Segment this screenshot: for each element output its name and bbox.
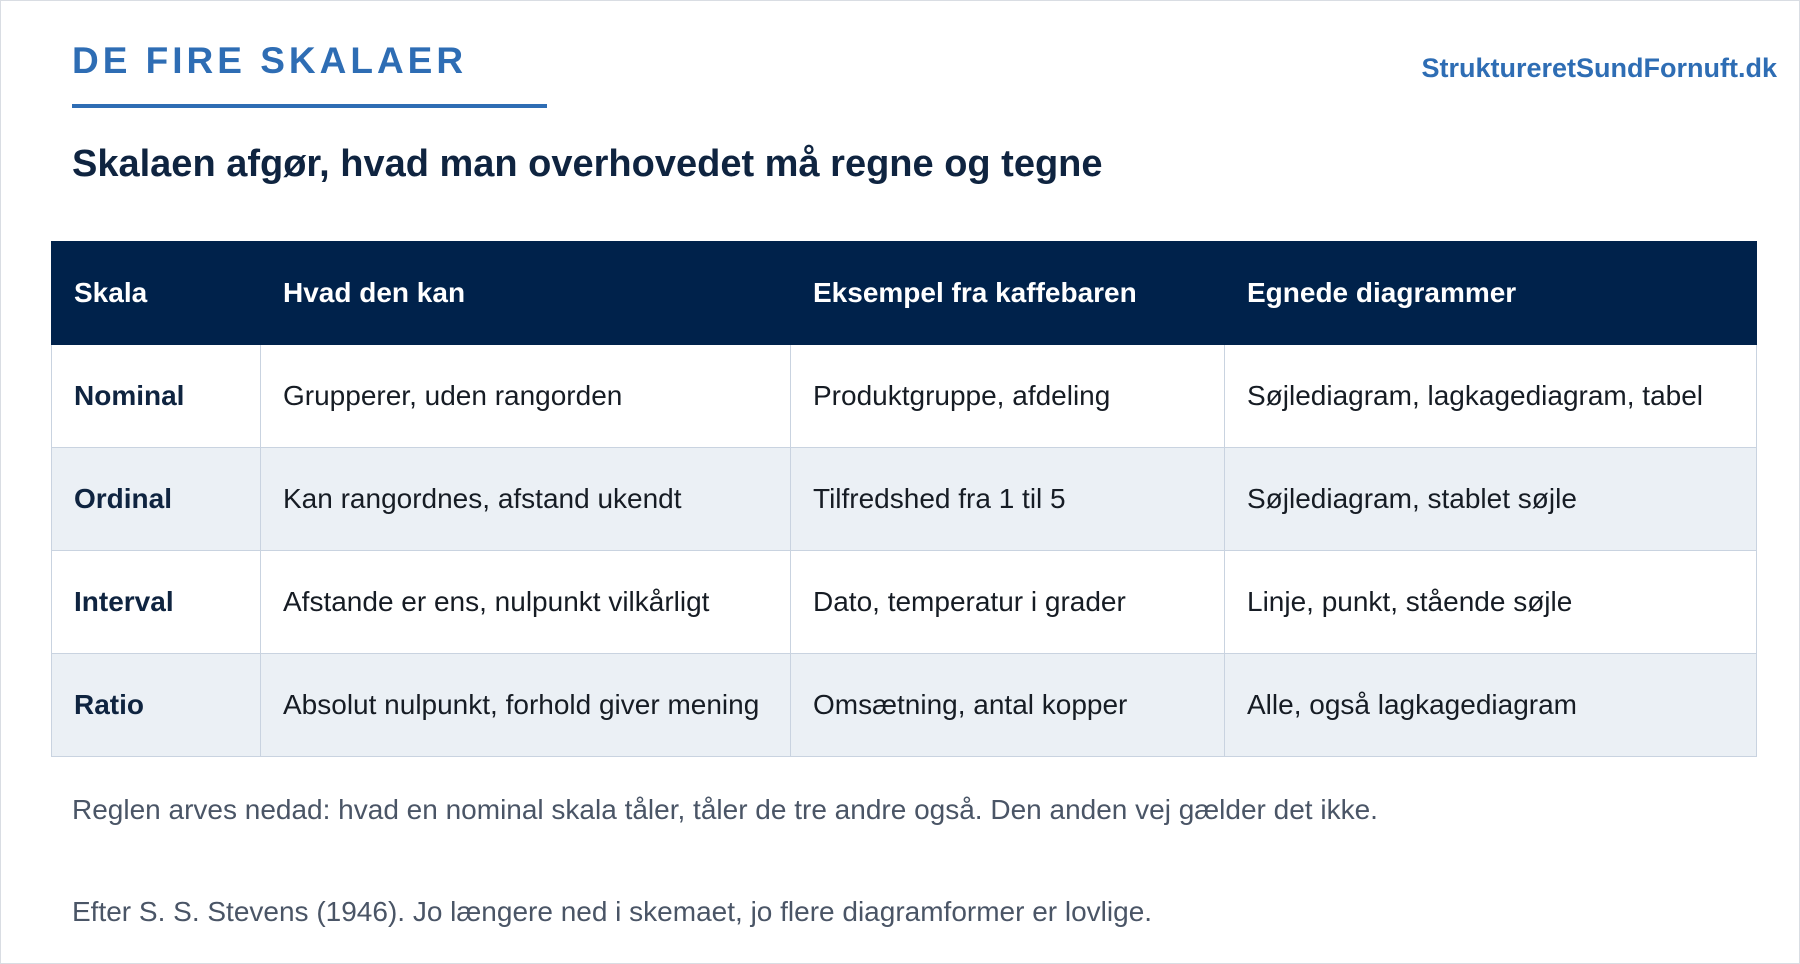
inheritance-note: Reglen arves nedad: hvad en nominal skala tåler, tåler de tre andre også. Den anden vej gælder det ikke. [72, 794, 1378, 825]
capability-cell: Grupperer, uden rangorden [261, 345, 791, 448]
column-header-capability: Hvad den kan [261, 242, 791, 345]
charts-cell: Linje, punkt, stående søjle [1225, 551, 1757, 654]
table-row [52, 551, 1757, 654]
column-header-charts: Egnede diagrammer [1225, 242, 1757, 345]
page-title: Skalaen afgør, hvad man overhovedet må regne og tegne [72, 143, 1103, 185]
column-header-scale: Skala [52, 242, 261, 345]
charts-cell: Søjlediagram, lagkagediagram, tabel [1225, 345, 1757, 448]
capability-cell: Afstande er ens, nulpunkt vilkårligt [261, 551, 791, 654]
capability-cell: Kan rangordnes, afstand ukendt [261, 448, 791, 551]
scale-name-cell: Ordinal [52, 448, 261, 551]
example-cell: Produktgruppe, afdeling [791, 345, 1225, 448]
kicker-underline [72, 104, 547, 108]
capability-cell: Absolut nulpunkt, forhold giver mening [261, 654, 791, 757]
charts-cell: Søjlediagram, stablet søjle [1225, 448, 1757, 551]
table-row [52, 448, 1757, 551]
scale-name-cell: Nominal [52, 345, 261, 448]
scale-name-cell: Interval [52, 551, 261, 654]
example-cell: Tilfredshed fra 1 til 5 [791, 448, 1225, 551]
table-row [52, 654, 1757, 757]
source-note: Efter S. S. Stevens (1946). Jo længere ned i skemaet, jo flere diagramformer er lovlige. [72, 896, 1153, 927]
table-row [52, 345, 1757, 448]
table-header-row [52, 242, 1757, 345]
brand-name: StruktureretSundFornuft.dk [1421, 53, 1777, 83]
column-header-example: Eksempel fra kaffebaren [791, 242, 1225, 345]
charts-cell: Alle, også lagkagediagram [1225, 654, 1757, 757]
section-kicker: DE FIRE SKALAER [72, 40, 468, 81]
scales-table [51, 241, 1757, 757]
example-cell: Omsætning, antal kopper [791, 654, 1225, 757]
scale-name-cell: Ratio [52, 654, 261, 757]
example-cell: Dato, temperatur i grader [791, 551, 1225, 654]
